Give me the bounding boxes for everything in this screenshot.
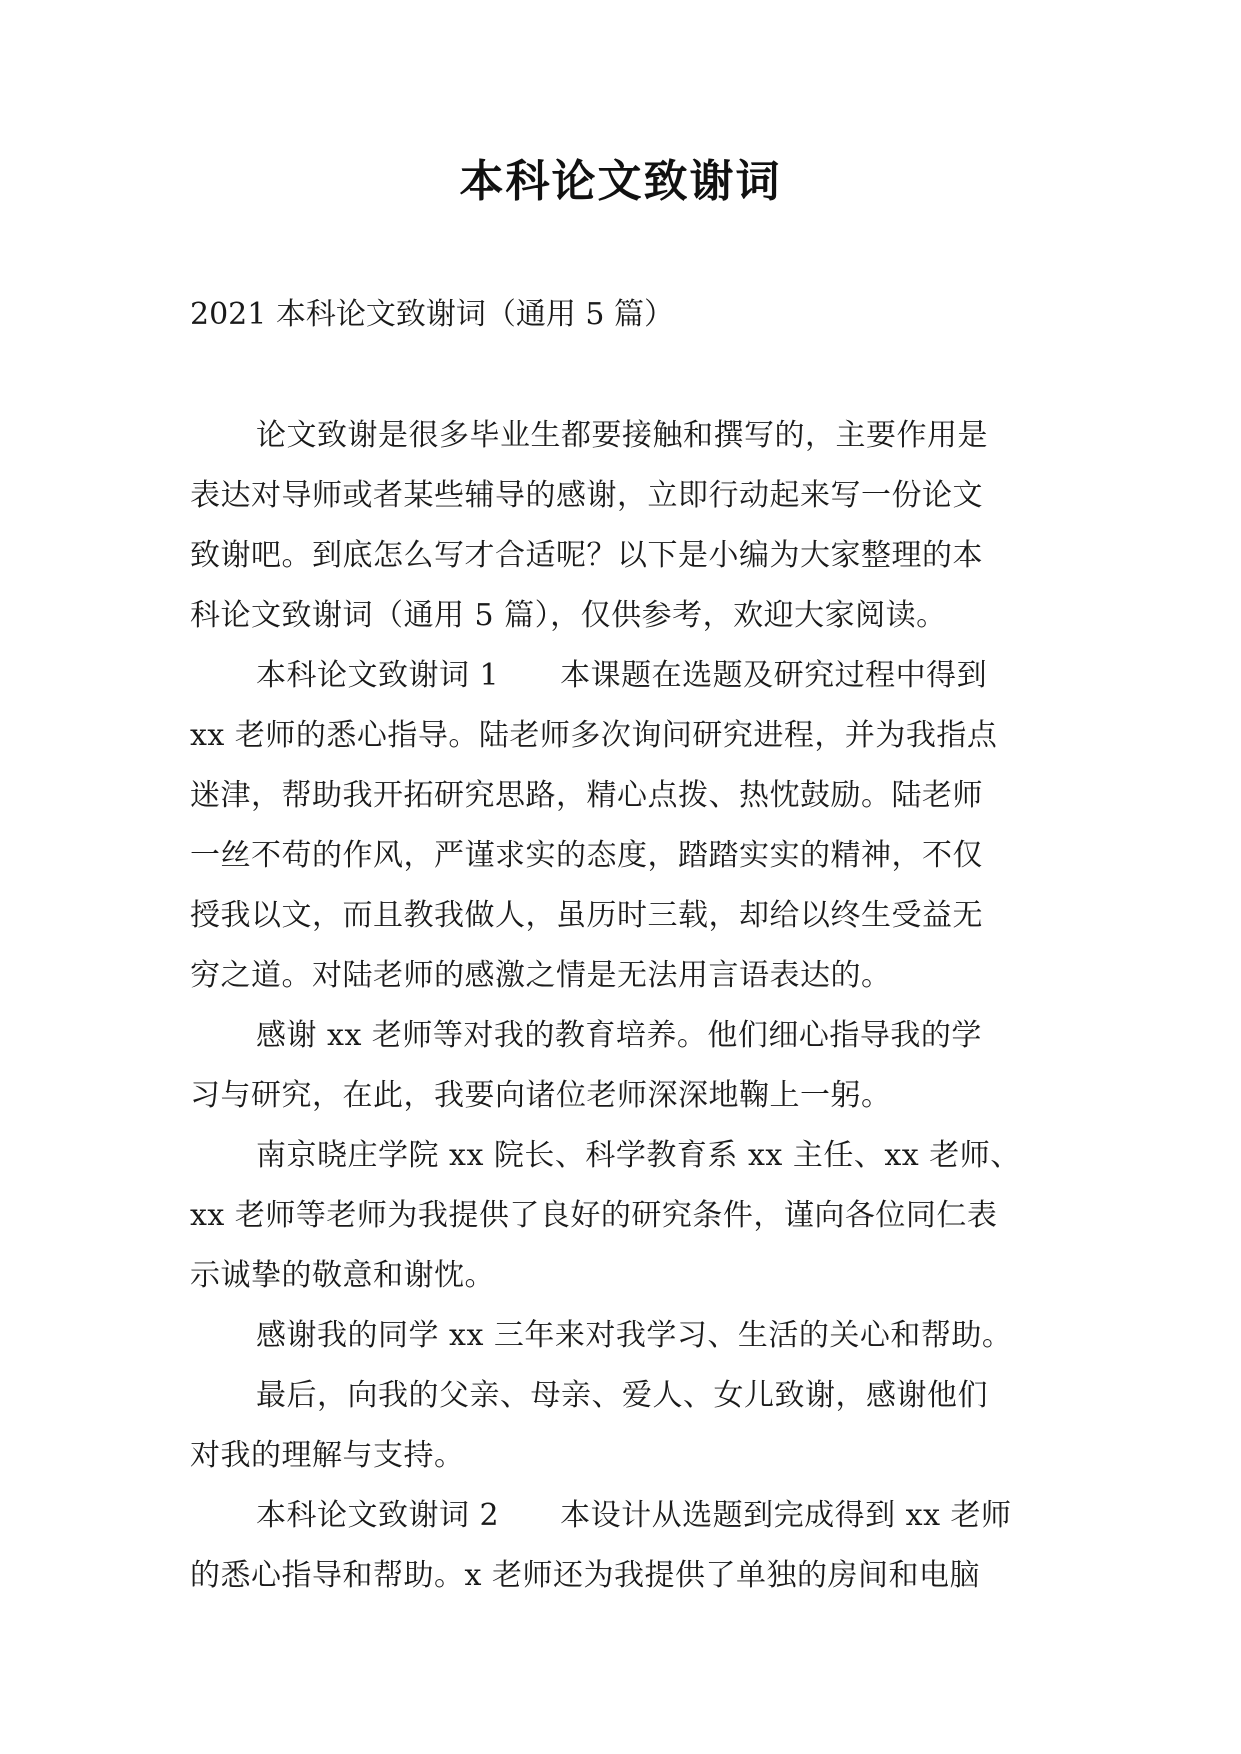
- paragraph-line: 本科论文致谢词 1 本课题在选题及研究过程中得到: [256, 658, 988, 693]
- paragraph-line: 授我以文，而且教我做人，虽历时三载，却给以终生受益无: [190, 898, 983, 933]
- paragraph-line: 论文致谢是很多毕业生都要接触和撰写的，主要作用是: [256, 418, 988, 453]
- paragraph-line: 的悉心指导和帮助。x 老师还为我提供了单独的房间和电脑: [190, 1558, 980, 1593]
- paragraph-line: 科论文致谢词（通用 5 篇），仅供参考，欢迎大家阅读。: [190, 598, 947, 633]
- paragraph-line: 感谢我的同学 xx 三年来对我学习、生活的关心和帮助。: [256, 1318, 1013, 1353]
- paragraph-line: 迷津，帮助我开拓研究思路，精心点拨、热忱鼓励。陆老师: [190, 778, 983, 813]
- document-body: [190, 406, 1060, 1606]
- paragraph-line: 习与研究，在此，我要向诸位老师深深地鞠上一躬。: [190, 1078, 892, 1113]
- paragraph-line: xx 老师的悉心指导。陆老师多次询问研究进程，并为我指点: [190, 718, 998, 753]
- paragraph-line: 本科论文致谢词 2 本设计从选题到完成得到 xx 老师: [256, 1498, 1012, 1533]
- paragraph-line: 对我的理解与支持。: [190, 1438, 465, 1473]
- paragraph-line: 表达对导师或者某些辅导的感谢，立即行动起来写一份论文: [190, 478, 983, 513]
- paragraph-line: 南京晓庄学院 xx 院长、科学教育系 xx 主任、xx 老师、: [256, 1138, 1021, 1173]
- paragraph-line: 致谢吧。到底怎么写才合适呢？以下是小编为大家整理的本: [190, 538, 983, 573]
- paragraph-line: 最后，向我的父亲、母亲、爱人、女儿致谢，感谢他们: [256, 1378, 988, 1413]
- paragraph-line: xx 老师等老师为我提供了良好的研究条件，谨向各位同仁表: [190, 1198, 998, 1233]
- paragraph-line: 示诚挚的敬意和谢忱。: [190, 1258, 495, 1293]
- paragraph-line: 感谢 xx 老师等对我的教育培养。他们细心指导我的学: [256, 1018, 982, 1053]
- document-title: 本科论文致谢词: [459, 156, 782, 207]
- paragraph-line: 一丝不苟的作风，严谨求实的态度，踏踏实实的精神，不仅: [190, 838, 983, 873]
- document-subtitle: 2021 本科论文致谢词（通用 5 篇）: [190, 297, 675, 332]
- paragraph-line: 穷之道。对陆老师的感激之情是无法用言语表达的。: [190, 958, 892, 993]
